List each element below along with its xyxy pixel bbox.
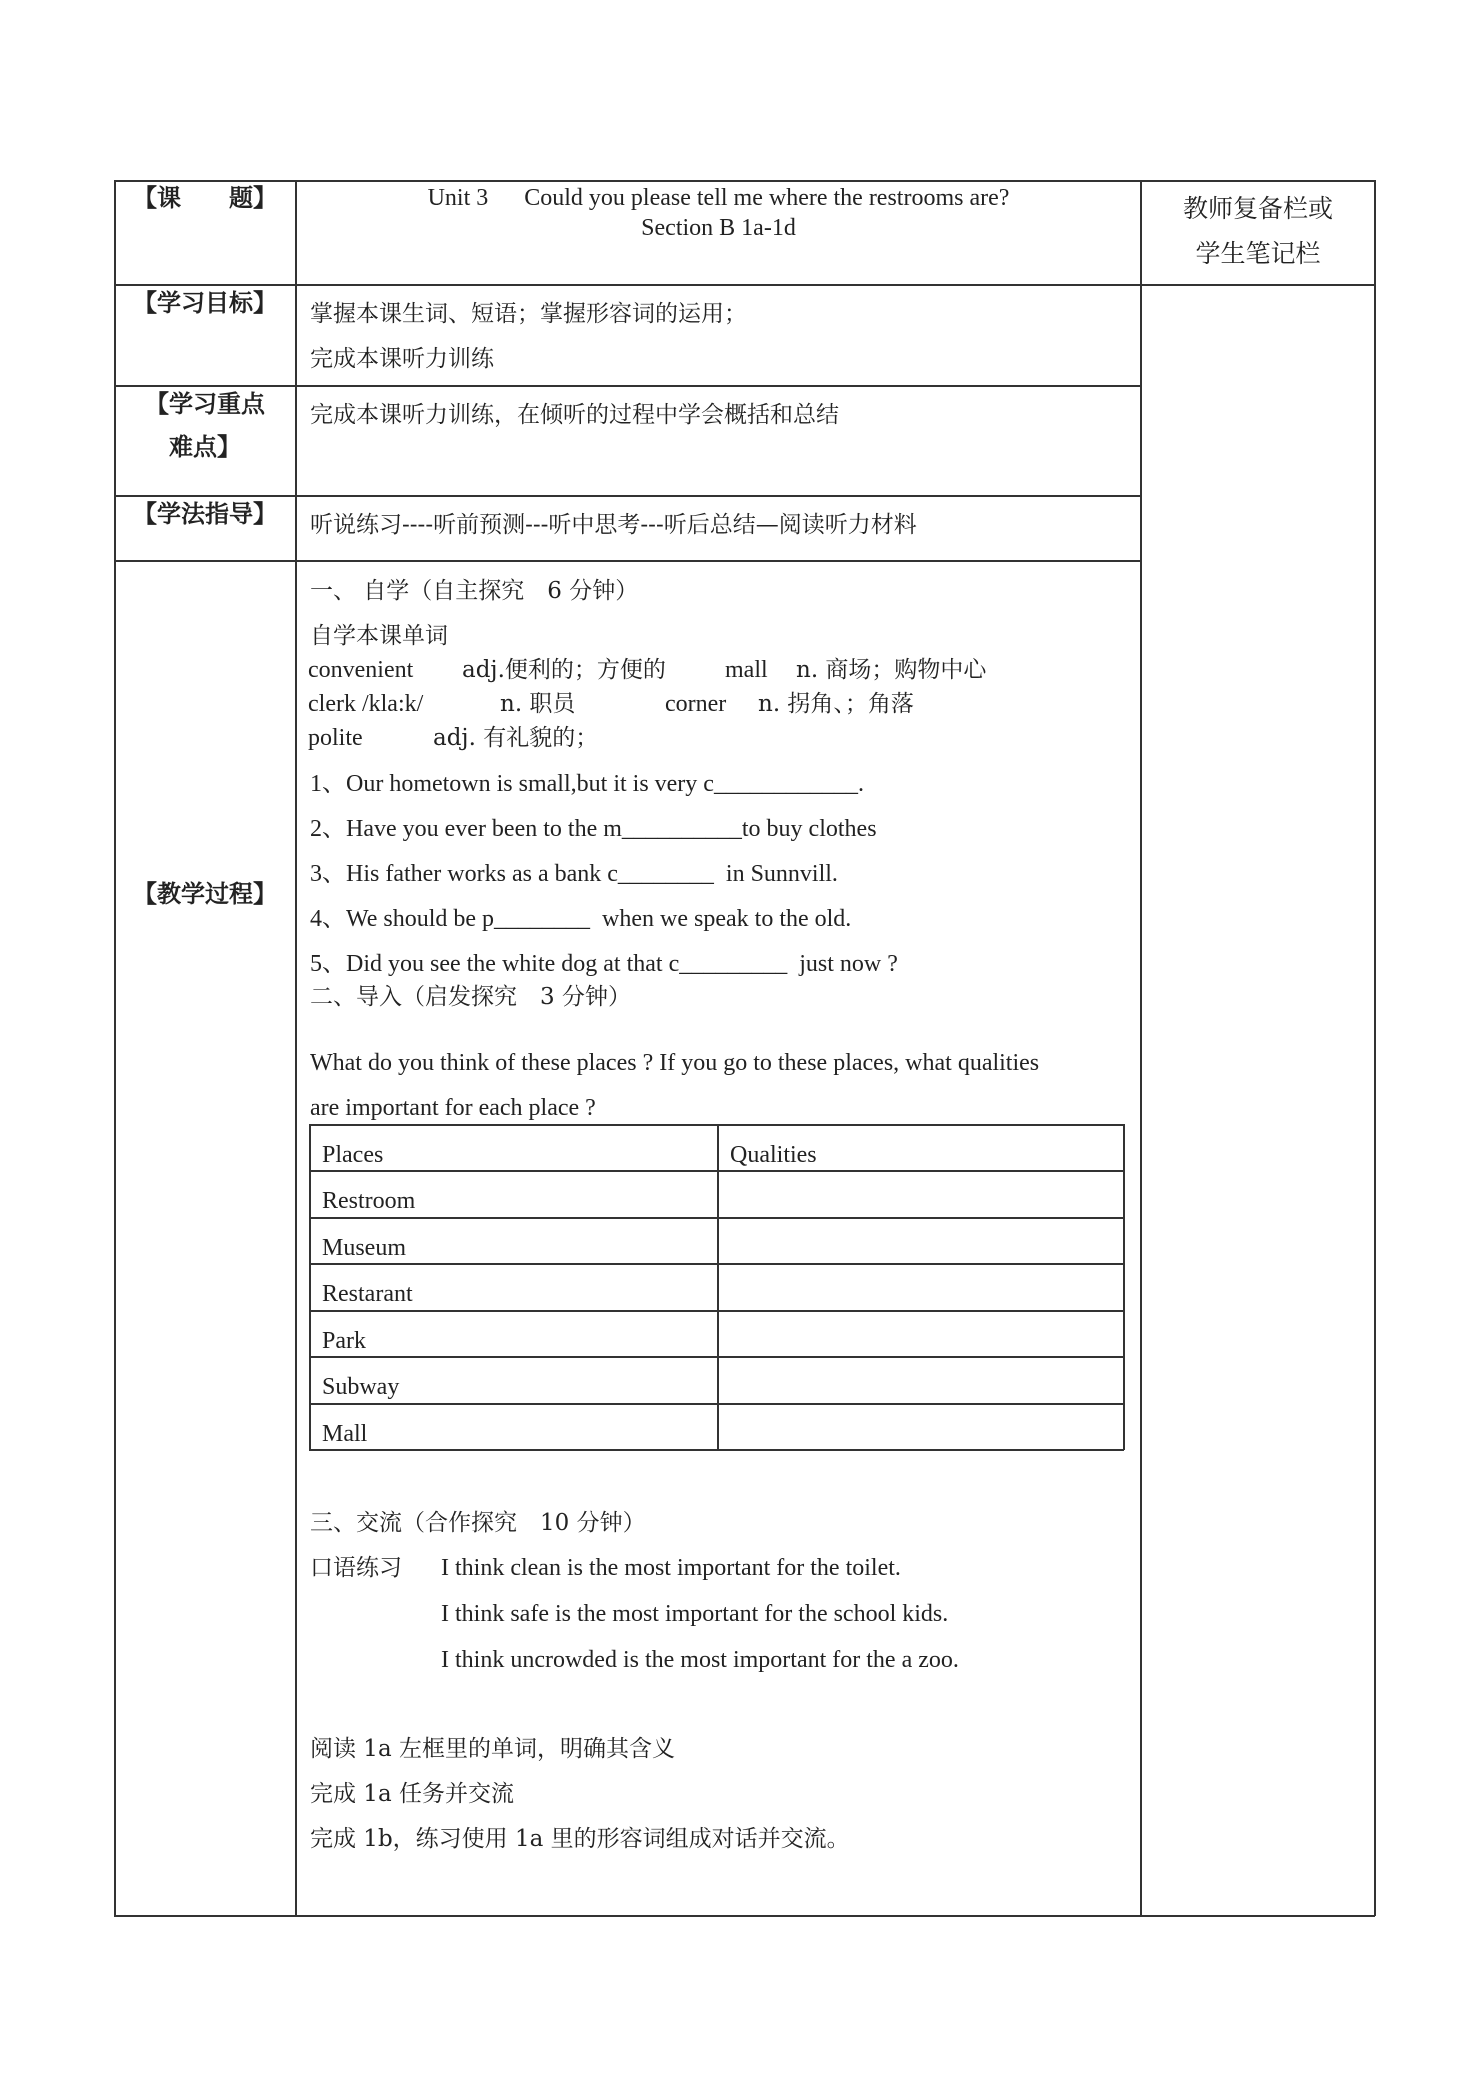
lesson-title-line1: Unit 3 Could you please tell me where the restrooms are? <box>427 185 1010 211</box>
oral-line-3: I think uncrowded is the most important for the a zoo. <box>441 1647 959 1673</box>
exercise-3: 3、His father works as a bank c________ in Sunnvill. <box>310 861 838 887</box>
table-row-place-1: Restroom <box>322 1188 416 1214</box>
goals-line2: 完成本课听力训练 <box>310 346 494 372</box>
topic-label: 【课 题】 <box>133 183 277 212</box>
vocab-word-polite: polite <box>308 725 363 751</box>
goals-label: 【学习目标】 <box>133 288 277 317</box>
key-points-text: 完成本课听力训练，在倾听的过程中学会概括和总结 <box>310 402 839 428</box>
exercise-2: 2、Have you ever been to the m__________to buy clothes <box>310 816 877 842</box>
table-header-qualities: Qualities <box>730 1142 817 1168</box>
table-border-col1 <box>295 180 297 1916</box>
exercise-5: 5、Did you see the white dog at that c_________ just now ? <box>310 951 898 977</box>
table-border-top <box>114 180 1375 182</box>
table-row-place-6: Mall <box>322 1421 368 1447</box>
vocab-heading: 自学本课单词 <box>310 623 448 649</box>
notes-column-title-line1: 教师复备栏或 <box>1182 194 1333 223</box>
vocab-word-mall: mall <box>725 657 768 683</box>
method-text: 听说练习----听前预测---听中思考---听后总结—阅读听力材料 <box>310 512 917 538</box>
vocab-def-mall: n. 商场；购物中心 <box>796 657 987 683</box>
table-border-row2 <box>114 385 1141 387</box>
vocab-word-corner: corner <box>665 691 727 717</box>
process-label: 【教学过程】 <box>133 879 277 908</box>
inner-table-vline-left <box>309 1124 311 1450</box>
task-2: 完成 1a 任务并交流 <box>310 1781 514 1807</box>
section2-heading: 二、导入（启发探究 3 分钟） <box>310 984 631 1010</box>
vocab-def-convenient: adj.便利的；方便的 <box>462 657 666 683</box>
table-row-place-5: Subway <box>322 1374 400 1400</box>
lesson-title-line2: Section B 1a-1d <box>641 215 796 241</box>
goals-line1: 掌握本课生词、短语；掌握形容词的运用； <box>310 301 747 327</box>
table-header-places: Places <box>322 1142 384 1168</box>
vocab-word-clerk: clerk /kla:k/ <box>308 691 424 717</box>
task-3: 完成 1b，练习使用 1a 里的形容词组成对话并交流。 <box>310 1826 850 1852</box>
table-row-place-4: Park <box>322 1328 366 1354</box>
table-border-col2 <box>1140 180 1142 1916</box>
method-label: 【学法指导】 <box>133 499 277 528</box>
inner-table-vline-right <box>1123 1124 1125 1450</box>
table-border-right <box>1374 180 1376 1916</box>
vocab-def-polite: adj. 有礼貌的； <box>433 725 599 751</box>
oral-line-2: I think safe is the most important for the school kids. <box>441 1601 949 1627</box>
inner-table-vline-mid <box>717 1124 719 1450</box>
table-row-place-2: Museum <box>322 1235 406 1261</box>
table-row-place-3: Restarant <box>322 1281 413 1307</box>
question-line2: are important for each place ? <box>310 1095 596 1121</box>
notes-column-title-line2: 学生笔记栏 <box>1195 239 1321 268</box>
oral-line-1: I think clean is the most important for the toilet. <box>441 1555 901 1581</box>
table-border-row3 <box>114 495 1141 497</box>
oral-practice-label: 口语练习 <box>310 1555 402 1581</box>
key-points-label-line2: 难点】 <box>169 432 241 461</box>
vocab-def-clerk: n. 职员 <box>500 691 576 717</box>
exercise-4: 4、We should be p________ when we speak to the old. <box>310 906 852 932</box>
task-1: 阅读 1a 左框里的单词，明确其含义 <box>310 1736 675 1762</box>
exercise-1: 1、Our hometown is small,but it is very c____________. <box>310 771 864 797</box>
question-line1: What do you think of these places ? If you go to these places, what qualities <box>310 1050 1040 1076</box>
table-border-row1 <box>114 284 1375 286</box>
vocab-word-convenient: convenient <box>308 657 414 683</box>
key-points-label-line1: 【学习重点 <box>145 389 265 418</box>
section3-heading: 三、交流（合作探究 10 分钟） <box>310 1510 646 1536</box>
section1-heading: 一、 自学（自主探究 6 分钟） <box>310 578 639 604</box>
table-border-bottom <box>114 1915 1375 1917</box>
vocab-def-corner: n. 拐角、；角落 <box>758 691 914 717</box>
table-border-row4 <box>114 560 1141 562</box>
